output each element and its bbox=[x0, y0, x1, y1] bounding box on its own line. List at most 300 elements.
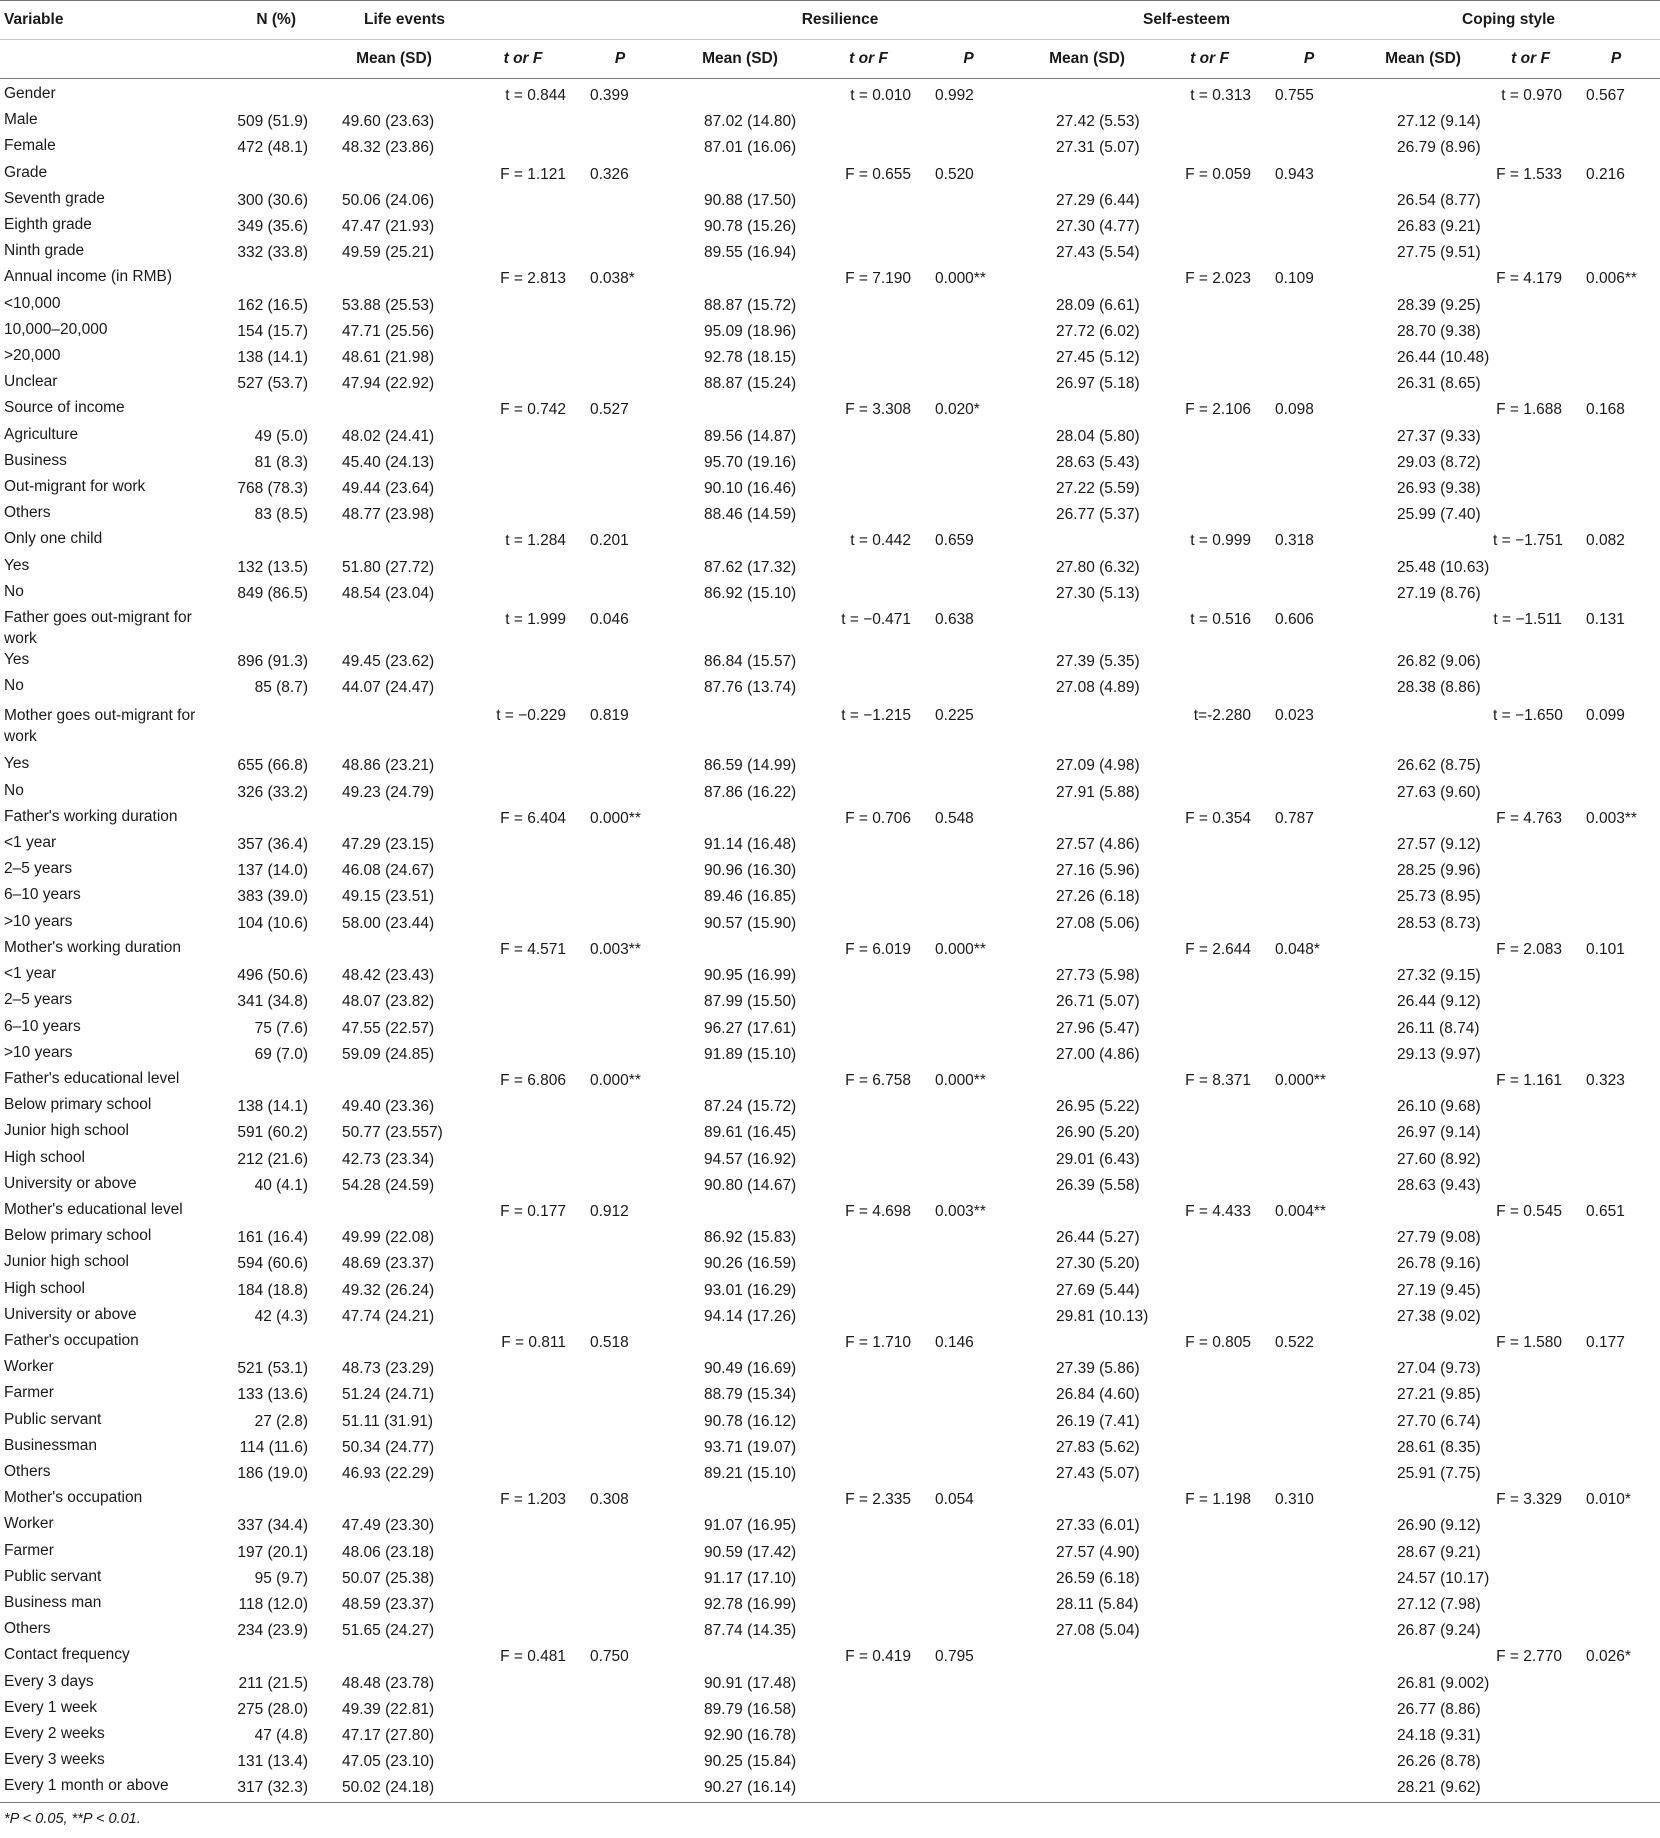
cell-res-p bbox=[921, 476, 1016, 502]
cell-cs-t-or-f bbox=[1489, 1592, 1572, 1618]
cell-res-mean: 94.14 (17.26) bbox=[704, 1307, 797, 1325]
table-row bbox=[0, 581, 1660, 607]
cell-res-mean: 88.79 (15.34) bbox=[704, 1386, 797, 1404]
cell-life-p: 0.000** bbox=[590, 809, 641, 827]
table-row bbox=[0, 528, 1660, 554]
cell-life-t-or-f bbox=[470, 1775, 576, 1802]
header-self-esteem: Self-esteem bbox=[1016, 1, 1357, 40]
cell-res-t-or-f: F = 6.758 bbox=[845, 1071, 912, 1089]
cell-se-p bbox=[1261, 1356, 1357, 1382]
cell-life-t-or-f: F = 4.571 bbox=[500, 940, 566, 958]
cell-n-pct bbox=[218, 806, 318, 832]
cell-res-mean: 90.88 (17.50) bbox=[704, 191, 797, 209]
cell-se-mean: 27.08 (5.04) bbox=[1056, 1622, 1140, 1640]
cell-se-mean bbox=[1016, 1749, 1158, 1775]
cell-life-mean bbox=[318, 806, 470, 832]
cell-se-t-or-f bbox=[1158, 1251, 1261, 1277]
cell-res-t-or-f: F = 7.190 bbox=[845, 270, 912, 288]
cell-variable: >20,000 bbox=[4, 347, 61, 365]
header-cs-p: P bbox=[1572, 40, 1660, 79]
cell-variable: 2–5 years bbox=[4, 860, 73, 878]
cell-variable: Others bbox=[4, 1462, 51, 1480]
cell-cs-t-or-f bbox=[1489, 780, 1572, 806]
cell-life-mean: 48.32 (23.86) bbox=[342, 139, 435, 157]
cell-res-p bbox=[921, 911, 1016, 937]
cell-variable: Yes bbox=[4, 755, 30, 773]
cell-cs-t-or-f bbox=[1489, 649, 1572, 675]
cell-se-mean: 26.97 (5.18) bbox=[1056, 375, 1140, 393]
cell-cs-t-or-f bbox=[1489, 858, 1572, 884]
cell-res-mean bbox=[664, 806, 816, 832]
cell-res-p bbox=[921, 581, 1016, 607]
cell-life-mean: 49.15 (23.51) bbox=[342, 888, 435, 906]
cell-se-t-or-f: F = 2.644 bbox=[1185, 940, 1252, 958]
cell-cs-p bbox=[1572, 1749, 1660, 1775]
cell-life-mean: 50.34 (24.77) bbox=[342, 1438, 435, 1456]
cell-se-t-or-f bbox=[1158, 1016, 1261, 1042]
cell-se-t-or-f bbox=[1158, 424, 1261, 450]
cell-se-p bbox=[1261, 1723, 1357, 1749]
cell-life-t-or-f bbox=[470, 884, 576, 910]
cell-se-mean: 27.69 (5.44) bbox=[1056, 1281, 1140, 1299]
cell-res-mean: 87.02 (14.80) bbox=[704, 113, 797, 131]
cell-cs-mean: 28.63 (9.43) bbox=[1397, 1176, 1481, 1194]
table-row bbox=[0, 963, 1660, 989]
cell-variable: University or above bbox=[4, 1174, 137, 1192]
cell-life-t-or-f: F = 6.404 bbox=[500, 809, 566, 827]
table-row bbox=[0, 345, 1660, 371]
cell-res-mean bbox=[664, 607, 816, 649]
cell-res-t-or-f: t = −1.215 bbox=[841, 707, 912, 725]
cell-life-p bbox=[576, 675, 664, 701]
cell-variable: Farmer bbox=[4, 1541, 54, 1559]
cell-res-mean bbox=[664, 528, 816, 554]
cell-life-mean: 48.77 (23.98) bbox=[342, 506, 435, 524]
cell-variable: Below primary school bbox=[4, 1227, 152, 1245]
cell-se-t-or-f bbox=[1158, 1723, 1261, 1749]
cell-life-mean bbox=[318, 1487, 470, 1513]
cell-cs-t-or-f bbox=[1489, 1566, 1572, 1592]
cell-life-mean: 49.44 (23.64) bbox=[342, 480, 435, 498]
table-row bbox=[0, 1199, 1660, 1225]
cell-life-p bbox=[576, 1723, 664, 1749]
cell-res-p bbox=[921, 963, 1016, 989]
cell-res-p bbox=[921, 832, 1016, 858]
cell-variable: Public servant bbox=[4, 1410, 102, 1428]
cell-cs-t-or-f bbox=[1489, 581, 1572, 607]
table-row bbox=[0, 397, 1660, 423]
cell-se-p bbox=[1261, 753, 1357, 779]
cell-cs-p bbox=[1572, 1225, 1660, 1251]
cell-variable: No bbox=[4, 677, 24, 695]
cell-life-p: 0.003** bbox=[590, 940, 641, 958]
cell-res-p: 0.638 bbox=[935, 611, 974, 629]
cell-se-mean: 27.33 (6.01) bbox=[1056, 1517, 1140, 1535]
cell-res-mean: 89.79 (16.58) bbox=[704, 1700, 797, 1718]
cell-n-pct: 655 (66.8) bbox=[237, 757, 308, 775]
table-row bbox=[0, 79, 1660, 110]
cell-se-mean: 27.45 (5.12) bbox=[1056, 349, 1140, 367]
cell-cs-p: 0.651 bbox=[1586, 1202, 1625, 1220]
cell-variable: High school bbox=[4, 1279, 85, 1297]
cell-life-t-or-f bbox=[470, 502, 576, 528]
header-life-p: P bbox=[576, 40, 664, 79]
cell-life-mean: 48.86 (23.21) bbox=[342, 757, 435, 775]
cell-life-t-or-f bbox=[470, 1540, 576, 1566]
table-row bbox=[0, 832, 1660, 858]
cell-res-p: 0.225 bbox=[935, 707, 974, 725]
cell-se-p bbox=[1261, 1147, 1357, 1173]
cell-cs-mean: 26.44 (9.12) bbox=[1397, 993, 1481, 1011]
cell-life-p bbox=[576, 1461, 664, 1487]
cell-res-p bbox=[921, 1697, 1016, 1723]
cell-se-p: 0.787 bbox=[1275, 809, 1314, 827]
cell-life-mean bbox=[318, 79, 470, 110]
cell-se-p bbox=[1261, 1016, 1357, 1042]
cell-se-t-or-f: F = 0.354 bbox=[1185, 809, 1252, 827]
cell-res-t-or-f: F = 0.655 bbox=[845, 165, 912, 183]
cell-cs-p bbox=[1572, 884, 1660, 910]
cell-res-mean bbox=[664, 1199, 816, 1225]
cell-res-mean: 87.76 (13.74) bbox=[704, 679, 797, 697]
cell-life-mean: 48.06 (23.18) bbox=[342, 1543, 435, 1561]
cell-variable: Agriculture bbox=[4, 425, 79, 443]
cell-res-mean: 92.78 (16.99) bbox=[704, 1595, 797, 1613]
cell-variable: Worker bbox=[4, 1358, 54, 1376]
cell-se-t-or-f bbox=[1158, 1592, 1261, 1618]
cell-life-t-or-f bbox=[470, 1278, 576, 1304]
cell-n-pct: 162 (16.5) bbox=[237, 296, 308, 314]
cell-res-mean: 86.59 (14.99) bbox=[704, 757, 797, 775]
cell-se-p bbox=[1261, 1697, 1357, 1723]
cell-n-pct bbox=[218, 1068, 318, 1094]
cell-res-mean: 91.14 (16.48) bbox=[704, 836, 797, 854]
cell-se-p bbox=[1261, 109, 1357, 135]
cell-n-pct: 521 (53.1) bbox=[237, 1360, 308, 1378]
table-row bbox=[0, 476, 1660, 502]
cell-life-t-or-f bbox=[470, 1566, 576, 1592]
cell-se-p: 0.004** bbox=[1275, 1202, 1326, 1220]
cell-res-t-or-f bbox=[816, 371, 921, 397]
cell-res-mean: 91.17 (17.10) bbox=[704, 1569, 797, 1587]
cell-res-mean bbox=[664, 1487, 816, 1513]
cell-life-t-or-f bbox=[470, 1461, 576, 1487]
cell-life-t-or-f: F = 0.177 bbox=[500, 1202, 566, 1220]
cell-n-pct: 69 (7.0) bbox=[254, 1045, 308, 1063]
cell-life-t-or-f bbox=[470, 1618, 576, 1644]
cell-variable: No bbox=[4, 781, 24, 799]
cell-cs-t-or-f bbox=[1489, 1173, 1572, 1199]
cell-life-mean: 46.08 (24.67) bbox=[342, 862, 435, 880]
cell-variable: Grade bbox=[4, 163, 48, 181]
cell-cs-t-or-f bbox=[1489, 1094, 1572, 1120]
table-row bbox=[0, 1120, 1660, 1146]
cell-se-mean: 27.57 (4.86) bbox=[1056, 836, 1140, 854]
cell-se-mean bbox=[1016, 1068, 1158, 1094]
cell-se-mean: 26.77 (5.37) bbox=[1056, 506, 1140, 524]
cell-res-p bbox=[921, 989, 1016, 1015]
table-row bbox=[0, 1094, 1660, 1120]
cell-res-t-or-f bbox=[816, 1461, 921, 1487]
cell-life-p bbox=[576, 1540, 664, 1566]
cell-life-t-or-f bbox=[470, 963, 576, 989]
cell-res-p: 0.146 bbox=[935, 1333, 974, 1351]
cell-variable: Every 3 days bbox=[4, 1672, 94, 1690]
cell-variable: Ninth grade bbox=[4, 242, 85, 260]
table-row bbox=[0, 1644, 1660, 1670]
cell-life-p bbox=[576, 188, 664, 214]
cell-se-mean bbox=[1016, 937, 1158, 963]
cell-cs-t-or-f: F = 1.580 bbox=[1496, 1333, 1563, 1351]
cell-res-mean: 90.59 (17.42) bbox=[704, 1543, 797, 1561]
cell-life-t-or-f bbox=[470, 581, 576, 607]
cell-life-t-or-f bbox=[470, 555, 576, 581]
cell-life-t-or-f bbox=[470, 1435, 576, 1461]
cell-res-p bbox=[921, 345, 1016, 371]
cell-cs-p bbox=[1572, 1723, 1660, 1749]
cell-variable: Others bbox=[4, 1620, 51, 1638]
cell-res-t-or-f: F = 6.019 bbox=[845, 940, 912, 958]
cell-cs-p: 0.216 bbox=[1586, 165, 1625, 183]
cell-life-p bbox=[576, 1435, 664, 1461]
cell-se-mean: 27.80 (6.32) bbox=[1056, 558, 1140, 576]
cell-res-p bbox=[921, 1382, 1016, 1408]
cell-cs-p bbox=[1572, 675, 1660, 701]
cell-life-t-or-f bbox=[470, 1356, 576, 1382]
cell-se-p bbox=[1261, 911, 1357, 937]
cell-se-mean: 27.91 (5.88) bbox=[1056, 783, 1140, 801]
cell-life-p bbox=[576, 649, 664, 675]
cell-se-mean bbox=[1016, 397, 1158, 423]
cell-res-mean: 90.91 (17.48) bbox=[704, 1674, 797, 1692]
cell-cs-mean: 26.90 (9.12) bbox=[1397, 1517, 1481, 1535]
cell-life-p bbox=[576, 832, 664, 858]
cell-life-t-or-f bbox=[470, 649, 576, 675]
header-coping-style: Coping style bbox=[1357, 1, 1660, 40]
cell-life-t-or-f bbox=[470, 753, 576, 779]
cell-cs-mean: 27.75 (9.51) bbox=[1397, 244, 1481, 262]
cell-res-p bbox=[921, 1461, 1016, 1487]
cell-cs-p bbox=[1572, 450, 1660, 476]
cell-se-t-or-f bbox=[1158, 581, 1261, 607]
cell-se-mean: 28.63 (5.43) bbox=[1056, 453, 1140, 471]
cell-res-t-or-f bbox=[816, 1435, 921, 1461]
cell-se-p bbox=[1261, 293, 1357, 319]
cell-res-p bbox=[921, 1435, 1016, 1461]
header-life-mean: Mean (SD) bbox=[318, 40, 470, 79]
cell-res-p bbox=[921, 753, 1016, 779]
cell-res-mean bbox=[664, 1644, 816, 1670]
cell-life-t-or-f bbox=[470, 135, 576, 161]
cell-variable: <1 year bbox=[4, 834, 57, 852]
cell-se-mean: 27.08 (5.06) bbox=[1056, 914, 1140, 932]
cell-cs-p bbox=[1572, 1461, 1660, 1487]
cell-res-mean: 95.70 (19.16) bbox=[704, 453, 797, 471]
cell-res-p bbox=[921, 1094, 1016, 1120]
cell-res-mean: 87.01 (16.06) bbox=[704, 139, 797, 157]
cell-variable: Every 1 week bbox=[4, 1698, 98, 1716]
cell-cs-p bbox=[1572, 1592, 1660, 1618]
cell-res-mean: 89.21 (15.10) bbox=[704, 1464, 797, 1482]
table-row bbox=[0, 266, 1660, 292]
cell-variable: >10 years bbox=[4, 1043, 73, 1061]
table-row bbox=[0, 806, 1660, 832]
cell-n-pct: 211 (21.5) bbox=[238, 1674, 308, 1692]
cell-cs-mean bbox=[1357, 528, 1489, 554]
cell-res-mean: 90.95 (16.99) bbox=[704, 967, 797, 985]
cell-se-mean bbox=[1016, 162, 1158, 188]
cell-res-t-or-f bbox=[816, 1540, 921, 1566]
cell-se-p bbox=[1261, 1644, 1357, 1670]
cell-se-t-or-f bbox=[1158, 1382, 1261, 1408]
cell-life-mean bbox=[318, 266, 470, 292]
cell-res-t-or-f bbox=[816, 502, 921, 528]
cell-cs-p bbox=[1572, 1409, 1660, 1435]
cell-res-mean: 93.71 (19.07) bbox=[704, 1438, 797, 1456]
cell-life-t-or-f bbox=[470, 780, 576, 806]
table-row bbox=[0, 937, 1660, 963]
cell-se-p bbox=[1261, 345, 1357, 371]
cell-res-mean: 87.99 (15.50) bbox=[704, 993, 797, 1011]
cell-se-mean: 27.26 (6.18) bbox=[1056, 888, 1140, 906]
cell-cs-t-or-f bbox=[1489, 675, 1572, 701]
cell-res-t-or-f: F = 1.710 bbox=[845, 1333, 912, 1351]
cell-se-mean: 27.39 (5.35) bbox=[1056, 653, 1140, 671]
cell-se-p: 0.023 bbox=[1275, 707, 1314, 725]
cell-res-p bbox=[921, 1513, 1016, 1539]
cell-life-mean: 51.11 (31.91) bbox=[342, 1412, 434, 1430]
cell-res-p bbox=[921, 1042, 1016, 1068]
cell-cs-p bbox=[1572, 1173, 1660, 1199]
cell-cs-p: 0.099 bbox=[1586, 707, 1625, 725]
cell-life-t-or-f: F = 0.742 bbox=[500, 401, 566, 419]
cell-cs-p bbox=[1572, 424, 1660, 450]
cell-cs-p: 0.168 bbox=[1586, 401, 1625, 419]
table-row bbox=[0, 1540, 1660, 1566]
cell-life-t-or-f bbox=[470, 1225, 576, 1251]
cell-se-mean: 27.08 (4.89) bbox=[1056, 679, 1140, 697]
cell-variable: Only one child bbox=[4, 530, 103, 548]
cell-life-mean: 49.32 (26.24) bbox=[342, 1281, 435, 1299]
cell-cs-p bbox=[1572, 345, 1660, 371]
cell-n-pct bbox=[218, 266, 318, 292]
cell-life-t-or-f bbox=[470, 345, 576, 371]
cell-res-t-or-f bbox=[816, 675, 921, 701]
table-row bbox=[0, 1723, 1660, 1749]
cell-life-mean: 48.73 (23.29) bbox=[342, 1360, 435, 1378]
cell-life-mean: 48.69 (23.37) bbox=[342, 1255, 435, 1273]
cell-se-mean: 27.83 (5.62) bbox=[1056, 1438, 1140, 1456]
cell-se-p: 0.318 bbox=[1275, 532, 1314, 550]
cell-life-mean bbox=[318, 937, 470, 963]
cell-se-p: 0.522 bbox=[1275, 1333, 1314, 1351]
cell-se-mean bbox=[1016, 1775, 1158, 1802]
cell-life-p: 0.308 bbox=[590, 1491, 629, 1509]
cell-cs-mean: 26.26 (8.78) bbox=[1397, 1753, 1481, 1771]
cell-cs-t-or-f bbox=[1489, 293, 1572, 319]
cell-life-p bbox=[576, 1618, 664, 1644]
cell-res-mean bbox=[664, 397, 816, 423]
cell-n-pct: 40 (4.1) bbox=[254, 1176, 308, 1194]
cell-res-mean: 91.89 (15.10) bbox=[704, 1045, 797, 1063]
cell-variable: Below primary school bbox=[4, 1096, 152, 1114]
cell-res-t-or-f: F = 4.698 bbox=[845, 1202, 912, 1220]
cell-cs-mean: 26.62 (8.75) bbox=[1397, 757, 1481, 775]
cell-se-mean: 26.44 (5.27) bbox=[1056, 1229, 1140, 1247]
cell-cs-mean: 26.77 (8.86) bbox=[1397, 1700, 1481, 1718]
cell-life-mean: 44.07 (24.47) bbox=[342, 679, 435, 697]
cell-cs-t-or-f bbox=[1489, 1435, 1572, 1461]
table-row bbox=[0, 1147, 1660, 1173]
cell-life-p bbox=[576, 1173, 664, 1199]
cell-se-mean: 28.04 (5.80) bbox=[1056, 427, 1140, 445]
cell-res-mean bbox=[664, 162, 816, 188]
cell-res-p bbox=[921, 1566, 1016, 1592]
cell-se-mean: 27.43 (5.07) bbox=[1056, 1464, 1140, 1482]
cell-cs-mean: 28.25 (9.96) bbox=[1397, 862, 1481, 880]
cell-variable: Yes bbox=[4, 651, 30, 669]
header-n-pct: N (%) bbox=[218, 1, 318, 40]
cell-se-t-or-f: F = 1.198 bbox=[1185, 1491, 1252, 1509]
cell-variable: Junior high school bbox=[4, 1122, 129, 1140]
cell-cs-p bbox=[1572, 214, 1660, 240]
cell-res-t-or-f bbox=[816, 476, 921, 502]
cell-se-p bbox=[1261, 832, 1357, 858]
cell-res-mean: 89.46 (16.85) bbox=[704, 888, 797, 906]
cell-res-p bbox=[921, 371, 1016, 397]
cell-life-t-or-f bbox=[470, 675, 576, 701]
cell-life-t-or-f bbox=[470, 109, 576, 135]
cell-cs-t-or-f bbox=[1489, 963, 1572, 989]
cell-life-mean: 47.49 (23.30) bbox=[342, 1517, 435, 1535]
cell-life-t-or-f bbox=[470, 911, 576, 937]
cell-cs-p bbox=[1572, 1618, 1660, 1644]
cell-res-t-or-f bbox=[816, 989, 921, 1015]
cell-cs-p: 0.131 bbox=[1586, 611, 1625, 629]
cell-se-p bbox=[1261, 858, 1357, 884]
cell-res-mean: 90.96 (16.30) bbox=[704, 862, 797, 880]
cell-se-p bbox=[1261, 1513, 1357, 1539]
cell-se-mean bbox=[1016, 1644, 1158, 1670]
cell-cs-mean: 28.70 (9.38) bbox=[1397, 322, 1481, 340]
cell-res-mean: 91.07 (16.95) bbox=[704, 1517, 797, 1535]
cell-res-t-or-f bbox=[816, 1382, 921, 1408]
cell-life-t-or-f bbox=[470, 832, 576, 858]
cell-se-p bbox=[1261, 1749, 1357, 1775]
cell-res-mean bbox=[664, 1068, 816, 1094]
header-row-stats bbox=[0, 40, 1660, 79]
table-row bbox=[0, 1225, 1660, 1251]
cell-se-mean: 28.09 (6.61) bbox=[1056, 296, 1140, 314]
cell-res-t-or-f bbox=[816, 555, 921, 581]
table-row bbox=[0, 701, 1660, 753]
table-row bbox=[0, 1382, 1660, 1408]
cell-se-t-or-f bbox=[1158, 1094, 1261, 1120]
cell-n-pct: 275 (28.0) bbox=[237, 1700, 308, 1718]
cell-n-pct bbox=[218, 79, 318, 110]
cell-se-mean bbox=[1016, 1330, 1158, 1356]
cell-cs-t-or-f: F = 4.763 bbox=[1496, 809, 1563, 827]
cell-life-mean: 47.94 (22.92) bbox=[342, 375, 435, 393]
table-row bbox=[0, 109, 1660, 135]
cell-res-p bbox=[921, 293, 1016, 319]
cell-life-mean: 48.02 (24.41) bbox=[342, 427, 435, 445]
cell-res-t-or-f bbox=[816, 109, 921, 135]
cell-se-t-or-f bbox=[1158, 1147, 1261, 1173]
cell-life-mean: 49.23 (24.79) bbox=[342, 783, 435, 801]
cell-life-p bbox=[576, 884, 664, 910]
cell-life-t-or-f bbox=[470, 989, 576, 1015]
